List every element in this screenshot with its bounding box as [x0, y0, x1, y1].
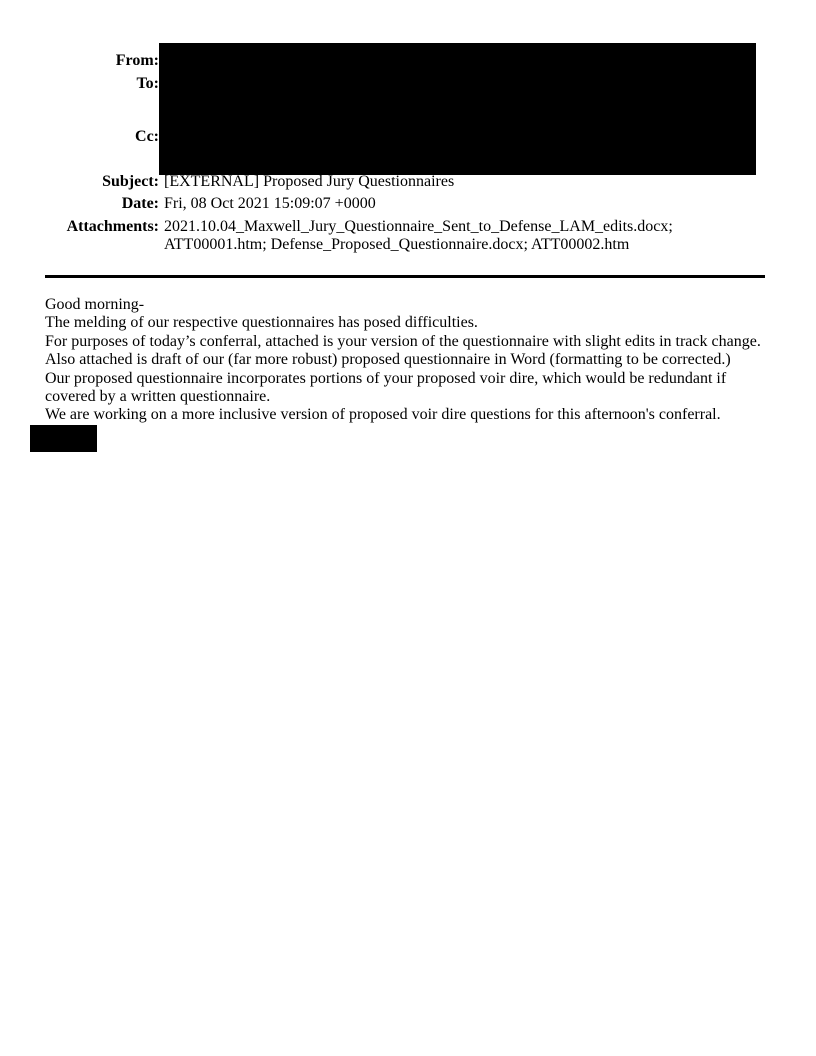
from-label: From:	[115, 52, 159, 69]
body-line: Our proposed questionnaire incorporates portions of your proposed voir dire, which would be redundant if covered by a written questionnaire.	[45, 369, 727, 406]
header-row-cc	[0, 128, 159, 146]
body-line-greeting: Good morning-	[45, 296, 145, 313]
header-row-attachments	[0, 218, 729, 255]
email-body	[45, 296, 777, 452]
signature-redaction-box	[30, 425, 97, 452]
subject-label: Subject:	[102, 173, 159, 190]
cc-label: Cc:	[135, 128, 159, 145]
header-row-to	[0, 75, 159, 93]
body-line: The melding of our respective questionnaires has posed difficulties.	[45, 314, 478, 332]
date-value: Fri, 08 Oct 2021 15:09:07 +0000	[164, 195, 376, 212]
attachments-value: 2021.10.04_Maxwell_Jury_Questionnaire_Sent_to_Defense_LAM_edits.docx; ATT00001.htm; Defense_Proposed_Questionnaire.docx; ATT00002.htm	[164, 218, 673, 254]
attachments-label: Attachments:	[66, 218, 159, 235]
subject-value: [EXTERNAL] Proposed Jury Questionnaires	[164, 173, 455, 190]
recipients-redaction-box	[159, 43, 756, 175]
to-label: To:	[136, 75, 159, 92]
header-divider-rule	[45, 275, 765, 278]
body-line: For purposes of today’s conferral, attached is your version of the questionnaire with slight edits in track change.	[45, 332, 761, 350]
header-row-from	[0, 52, 159, 70]
body-line: Also attached is draft of our (far more robust) proposed questionnaire in Word (formatting to be corrected.)	[45, 351, 731, 369]
body-line: We are working on a more inclusive version of proposed voir dire questions for this afternoon's conferral.	[45, 406, 721, 424]
header-row-date	[0, 195, 376, 213]
date-label: Date:	[121, 195, 159, 212]
header-row-subject	[0, 173, 454, 191]
